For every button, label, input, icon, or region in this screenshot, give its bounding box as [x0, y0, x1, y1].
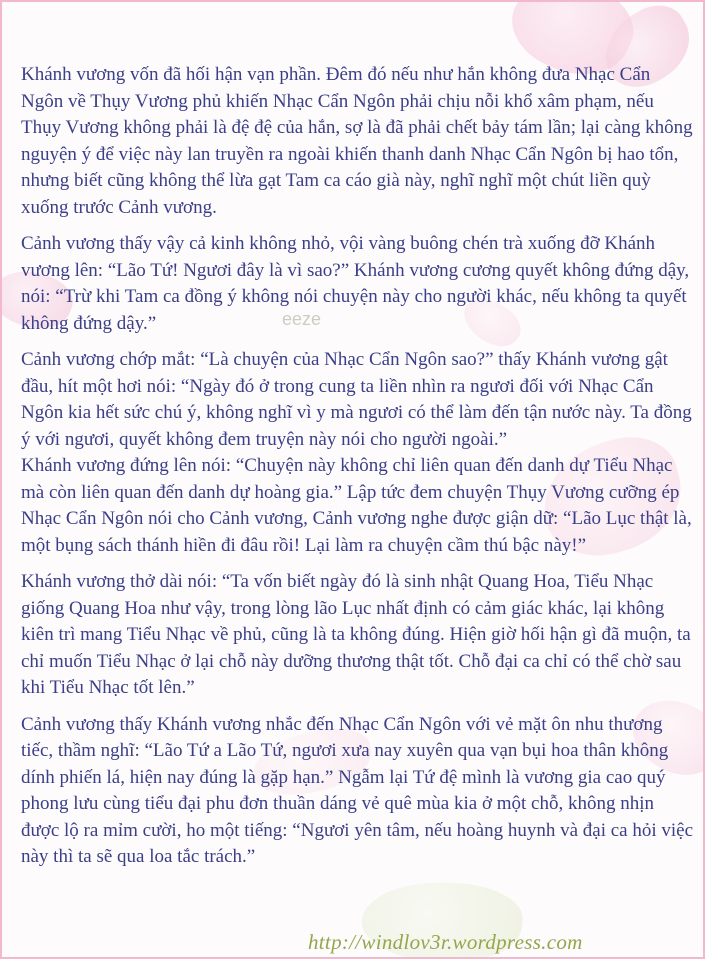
paragraph: Khánh vương vốn đã hối hận vạn phần. Đêm đó nếu như hắn không đưa Nhạc Cẩn Ngôn về Thụy Vương phủ khiến Nhạc Cẩn Ngôn phải chịu nỗi khổ xâm phạm, nếu Thụy Vương không phải là đệ đệ của hắn, sợ là đã phải chết bảy tám lần; lại càng không nguyện ý để việc này lan truyền ra ngoài khiến thanh danh Nhạc Cẩn Ngôn bị hao tổn, nhưng biết cũng không thể lừa gạt Tam ca cáo già này, nghĩ nghĩ một chút liền quỳ xuống trước Cảnh vương.: [21, 64, 693, 218]
paragraph: Cảnh vương chớp mắt: “Là chuyện của Nhạc Cẩn Ngôn sao?” thấy Khánh vương gật đầu, hít một hơi nói: “Ngày đó ở trong cung ta liền nhìn ra ngươi đối với Nhạc Cẩn Ngôn kia hết sức chú ý, không nghĩ vì y mà ngươi có thể làm đến tận nước này. Ta đồng ý với ngươi, quyết không đem truyện này nói cho người ngoài.”: [21, 349, 692, 450]
story-text: [21, 62, 697, 871]
source-url-watermark: http://windlov3r.wordpress.com: [308, 930, 583, 954]
paragraph: Khánh vương đứng lên nói: “Chuyện này không chỉ liên quan đến danh dự Tiểu Nhạc mà còn liên quan đến danh dự hoàng gia.” Lập tức đem chuyện Thụy Vương cưỡng ép Nhạc Cẩn Ngôn nói cho Cảnh vương, Cảnh vương nghe được giận dữ: “Lão Lục thật là, một bụng sách thánh hiền đi đâu rồi! Lại làm ra chuyện cầm thú bậc này!”: [21, 455, 692, 556]
paragraph: Khánh vương thở dài nói: “Ta vốn biết ngày đó là sinh nhật Quang Hoa, Tiểu Nhạc giống Quang Hoa như vậy, trong lòng lão Lục nhất định có cảm giác khác, lại không kiên trì mang Tiểu Nhạc về phủ, cũng là ta không đúng. Hiện giờ hối hận gì đã muộn, ta chỉ muốn Tiểu Nhạc ở lại chỗ này dưỡng thương thật tốt. Chỗ đại ca chỉ có thể chờ sau khi Tiểu Nhạc tốt lên.”: [21, 571, 691, 698]
paragraph: Cảnh vương thấy vậy cả kinh không nhỏ, vội vàng buông chén trà xuống đỡ Khánh vương lên: “Lão Tứ! Ngươi đây là vì sao?” Khánh vương cương quyết không đứng dậy, nói: “Trừ khi Tam ca đồng ý không nói chuyện này cho người khác, nếu không ta quyết không đứng dậy.”: [21, 233, 690, 334]
watermark-text: eeze: [282, 309, 322, 329]
paragraph: Cảnh vương thấy Khánh vương nhắc đến Nhạc Cẩn Ngôn với vẻ mặt ôn nhu thương tiếc, thầm nghĩ: “Lão Tứ a Lão Tứ, ngươi xưa nay xuyên qua vạn bụi hoa thân không dính phiến lá, hiện nay đúng là gặp hạn.” Ngẫm lại Tứ đệ mình là vương gia cao quý phong lưu cùng tiểu đại phu đơn thuần dáng vẻ quê mùa kia ở một chỗ, không nhịn được lộ ra mỉm cười, ho một tiếng: “Ngươi yên tâm, nếu hoàng huynh và đại ca hỏi việc này thì ta sẽ qua loa tắc trách.”: [21, 713, 694, 867]
